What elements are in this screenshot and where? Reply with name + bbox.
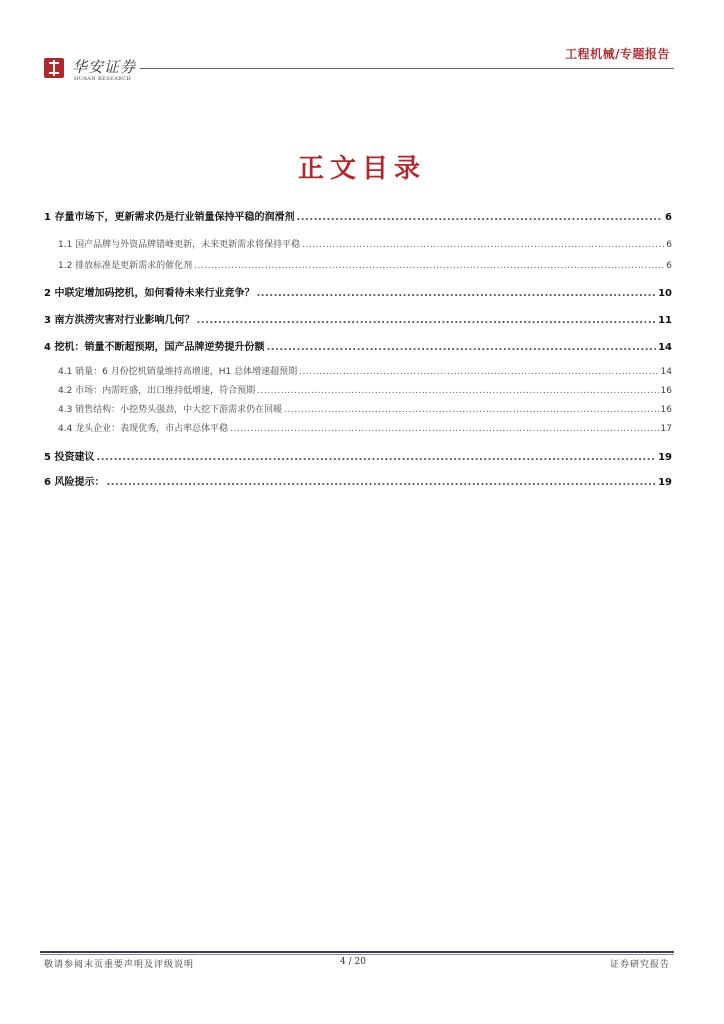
toc-leader-dots — [256, 288, 656, 299]
toc-entry-text: 4.3 销售结构：小挖势头强劲，中大挖下游需求仍在回暖 — [58, 405, 283, 415]
toc-entry[interactable] — [44, 421, 672, 434]
toc-title: 正文目录 — [297, 154, 426, 184]
toc-entry[interactable] — [44, 402, 672, 415]
toc-entry-page: 6 — [665, 212, 672, 223]
footer-divider — [40, 951, 674, 953]
footer-divider-thin — [40, 954, 674, 955]
footer-doc-type: 证券研究报告 — [609, 960, 670, 970]
toc-entry-page: 16 — [660, 386, 672, 396]
toc-entry-page: 6 — [666, 240, 672, 250]
toc-leader-dots — [299, 367, 658, 377]
toc-entry-page: 19 — [658, 477, 672, 488]
toc-entry[interactable] — [44, 383, 672, 396]
toc-leader-dots — [96, 452, 656, 463]
toc-entry-page: 14 — [660, 367, 672, 377]
toc-leader-dots — [266, 342, 656, 353]
toc-entry-page: 11 — [658, 315, 672, 326]
toc-entry-text: 4 挖机：销量不断超预期，国产品牌逆势提升份额 — [44, 342, 265, 353]
toc-leader-dots — [257, 386, 658, 396]
toc-entry[interactable] — [44, 311, 672, 326]
toc-entry[interactable] — [44, 448, 672, 463]
toc-entry-page: 10 — [658, 288, 672, 299]
toc-entry[interactable] — [44, 473, 672, 488]
toc-entry-text: 4.1 销量：6 月份挖机销量维持高增速，H1 总体增速超预期 — [58, 367, 298, 377]
report-category: 工程机械/专题报告 — [565, 47, 670, 61]
toc-entry[interactable] — [44, 284, 672, 299]
toc-entry-page: 16 — [660, 405, 672, 415]
footer-disclaimer: 敬请参阅末页重要声明及评级说明 — [44, 960, 195, 970]
toc-entry-text: 1.1 国产品牌与外资品牌错峰更新，未来更新需求将保持平稳 — [58, 240, 301, 250]
page-number: 4 / 20 — [340, 957, 366, 967]
toc-leader-dots — [196, 315, 656, 326]
toc-entry[interactable] — [44, 364, 672, 377]
toc-leader-dots — [296, 212, 663, 223]
toc-entry[interactable] — [44, 208, 672, 223]
toc-entry-text: 6 风险提示： — [44, 477, 105, 488]
toc-leader-dots — [302, 240, 664, 250]
toc-entry-page: 14 — [658, 342, 672, 353]
page-header — [40, 40, 674, 90]
toc-entry[interactable] — [44, 237, 672, 250]
toc-entry-text: 4.4 龙头企业：表现优秀，市占率总体平稳 — [58, 424, 229, 434]
toc-entry-page: 6 — [666, 261, 672, 271]
brand-name-en: HUAAN RESEARCH — [74, 76, 132, 82]
toc-entry-text: 1 存量市场下，更新需求仍是行业销量保持平稳的润滑剂 — [44, 212, 295, 223]
toc-leader-dots — [194, 261, 664, 271]
toc-entry-text: 1.2 排放标准是更新需求的催化剂 — [58, 261, 193, 271]
toc-entry[interactable] — [44, 258, 672, 271]
toc-entry[interactable] — [44, 338, 672, 353]
toc-entry-text: 3 南方洪涝灾害对行业影响几何？ — [44, 315, 195, 326]
toc-leader-dots — [230, 424, 658, 434]
toc-leader-dots — [284, 405, 658, 415]
brand-name-cn: 华安证券 — [72, 58, 137, 76]
toc-entry-text: 5 投资建议 — [44, 452, 95, 463]
header-divider — [140, 68, 674, 69]
toc-entry-text: 4.2 市场：内需旺盛，出口维持低增速，符合预期 — [58, 386, 256, 396]
company-logo-icon — [44, 58, 64, 78]
toc-leader-dots — [106, 477, 656, 488]
toc-entry-text: 2 中联定增加码挖机，如何看待未来行业竞争？ — [44, 288, 255, 299]
toc-entry-page: 17 — [660, 424, 672, 434]
toc-entry-page: 19 — [658, 452, 672, 463]
